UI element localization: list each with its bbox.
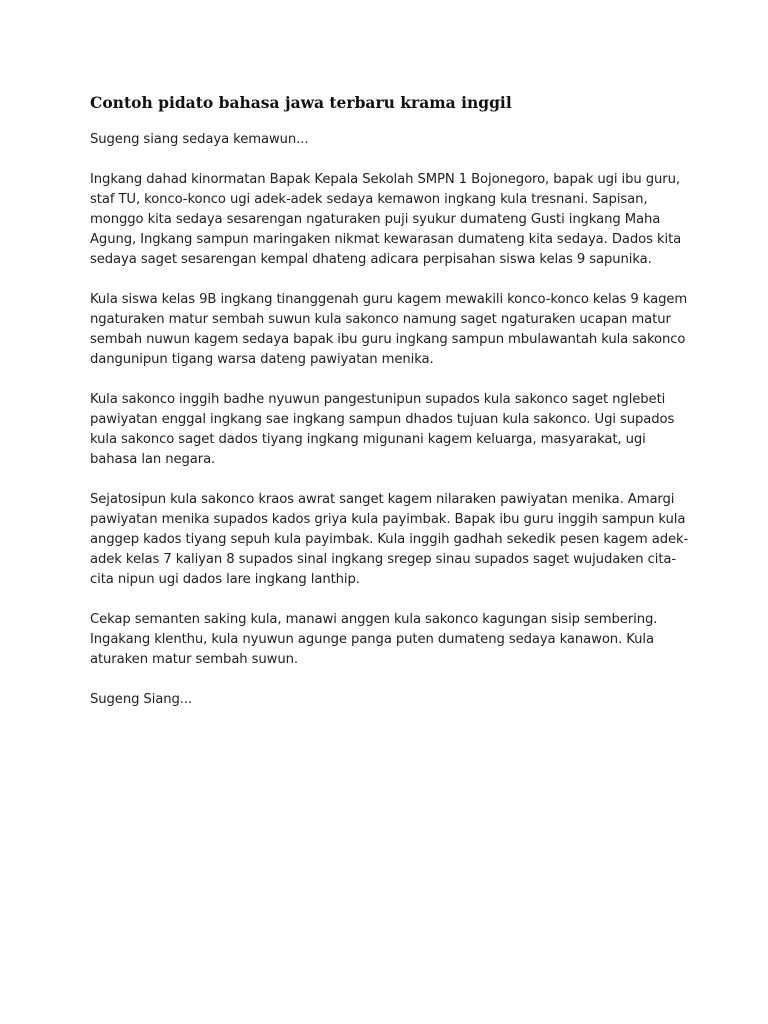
paragraph-blessing: Kula sakonco inggih badhe nyuwun pangestunipun supados kula sakonco saget nglebeti pawiyatan enggal ingkang sae ingkang sampun dhados tujuan kula sakonco. Ugi supados kula sakonco saget dados tiyang ingkang migunani kagem keluarga, masyarakat, ugi bahasa lan negara. [90, 392, 675, 467]
paragraph-opening: Ingkang dahad kinormatan Bapak Kepala Sekolah SMPN 1 Bojonegoro, bapak ugi ibu guru, staf TU, konco-konco ugi adek-adek sedaya kemawon ingkang kula tresnani. Sapisan, monggo kita sedaya sesarengan ngaturaken puji syukur dumateng Gusti ingkang Maha Agung, Ingkang sampun maringaken nikmat kewarasan dumateng kita sedaya. Dados kita sedaya saget sesarengan kempal dhateng adicara perpisahan siswa kelas 9 sapunika. [90, 172, 682, 267]
paragraph-greeting: Sugeng siang sedaya kemawun... [90, 132, 309, 147]
paragraph-farewell: Sejatosipun kula sakonco kraos awrat sanget kagem nilaraken pawiyatan menika. Amargi pawiyatan menika supados kados griya kula payimbak. Bapak ibu guru inggih sampun kula anggep kados tiyang sepuh kula payimbak. Kula inggih gadhah sekedik pesen kagem adek-adek kelas 7 kaliyan 8 supados sinal ingkang sregep sinau supados saget wujudaken cita-cita nipun ugi dados lare ingkang lanthip. [90, 492, 689, 587]
paragraph-closing: Cekap semanten saking kula, manawi anggen kula sakonco kagungan sisip sembering. Ingakang klenthu, kula nyuwun agunge panga puten dumateng sedaya kanawon. Kula aturaken matur sembah suwun. [90, 612, 658, 667]
document-body [90, 92, 690, 730]
paragraph-representation: Kula siswa kelas 9B ingkang tinanggenah guru kagem mewakili konco-konco kelas 9 kagem ngaturaken matur sembah suwun kula sakonco namung saget ngaturaken ucapan matur sembah nuwun kagem sedaya bapak ibu guru ingkang sampun mbulawantah kula sakonco dangunipun tigang warsa dateng pawiyatan menika. [90, 292, 688, 367]
paragraph-signoff: Sugeng Siang... [90, 692, 193, 707]
document-title: Contoh pidato bahasa jawa terbaru krama inggil [90, 93, 512, 112]
